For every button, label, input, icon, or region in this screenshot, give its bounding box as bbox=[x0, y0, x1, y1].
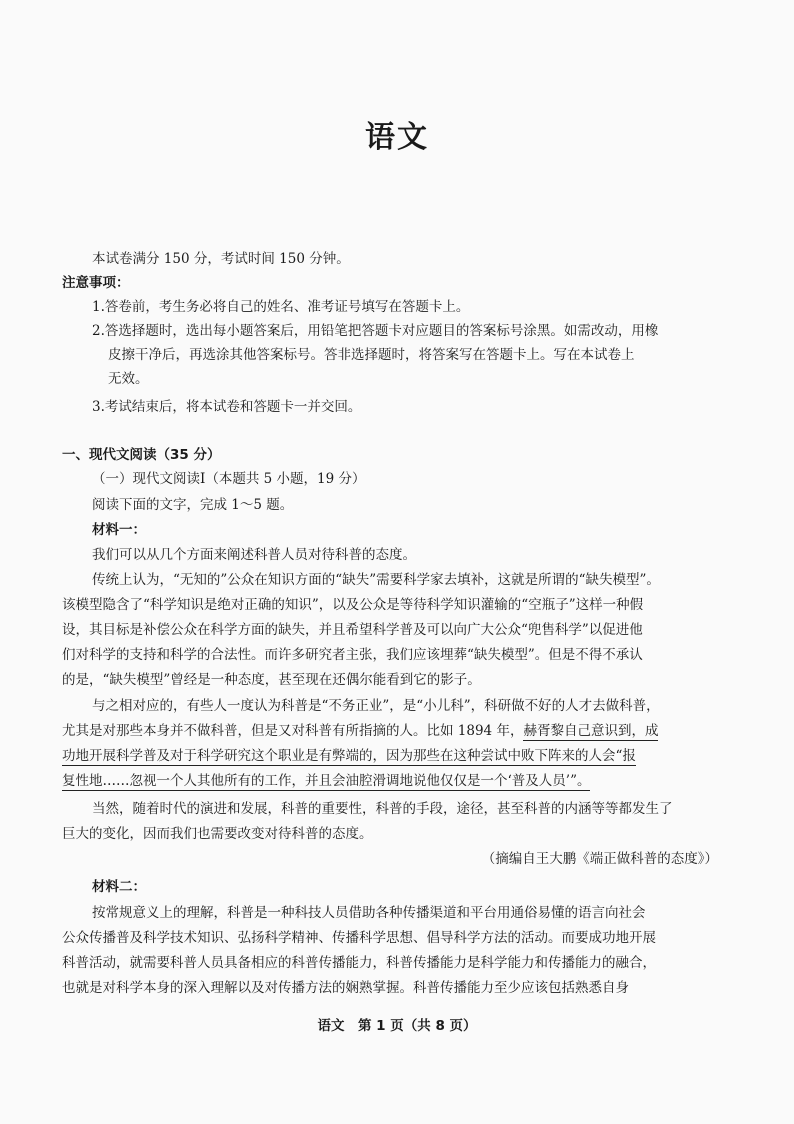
paragraph-line: 与之相对应的，有些人一度认为科普是“不务正业”，是“小儿科”，科研做不好的人才去做科普， bbox=[92, 698, 660, 714]
paragraph-line: 也就是对科学本身的深入理解以及对传播方法的娴熟掌握。科普传播能力至少应该包括熟悉自身 bbox=[62, 980, 629, 996]
page-title: 语文 bbox=[365, 120, 429, 155]
notice-item-2-line-1: 2.答选择题时，选出每小题答案后，用铅笔把答题卡对应题目的答案标号涂黑。如需改动，用橡 bbox=[92, 323, 659, 339]
notice-item-3: 3.考试结束后，将本试卷和答题卡一并交回。 bbox=[92, 399, 362, 415]
paragraph-text: 尤其是对那些本身并不做科普，但是又对科普有所指摘的人。比如 1894 年， bbox=[62, 723, 524, 739]
paragraph-line: 设，其目标是补偿公众在科学方面的缺失，并且希望科学普及可以向广大公众“兜售科学”以促进他 bbox=[62, 622, 643, 638]
paragraph-line bbox=[62, 722, 658, 740]
paragraph-line: 我们可以从几个方面来阐述科普人员对待科普的态度。 bbox=[92, 547, 416, 563]
notice-heading: 注意事项： bbox=[62, 275, 130, 291]
notice-item-1: 1.答卷前，考生务必将自己的姓名、准考证号填写在答题卡上。 bbox=[92, 299, 470, 315]
paragraph-line: 科普活动，就需要科普人员具备相应的科普传播能力，科普传播能力是科学能力和传播能力的融合， bbox=[62, 955, 656, 971]
paragraph-line: 按常规意义上的理解，科普是一种科技人员借助各种传播渠道和平台用通俗易懂的语言向社会 bbox=[92, 905, 646, 921]
notice-item-2-line-3: 无效。 bbox=[108, 371, 149, 387]
material-1-label: 材料一： bbox=[92, 522, 146, 538]
paragraph-line: 巨大的变化，因而我们也需要改变对待科普的态度。 bbox=[62, 826, 373, 842]
source-citation: （摘编自王大鹏《端正做科普的态度》） bbox=[481, 851, 718, 867]
paragraph-line: 公众传播普及科学技术知识、弘扬科学精神、传播科学思想、倡导科学方法的活动。而要成功地开展 bbox=[62, 930, 656, 946]
paragraph-line: 传统上认为，“无知的”公众在知识方面的“缺失”需要科学家去填补，这就是所谓的“缺失模型”。 bbox=[92, 572, 660, 588]
paragraph-line: 的是，“缺失模型”曾经是一种态度，甚至现在还偶尔能看到它的影子。 bbox=[62, 672, 481, 688]
paragraph-line: 该模型隐含了“科学知识是绝对正确的知识”，以及公众是等待科学知识灌输的“空瓶子”这样一种假 bbox=[62, 597, 644, 613]
material-2-label: 材料二： bbox=[92, 879, 146, 895]
paragraph-line: 当然，随着时代的演进和发展，科普的重要性，科普的手段，途径，甚至科普的内涵等等都发生了 bbox=[92, 801, 673, 817]
subsection-heading: （一）现代文阅读Ⅰ（本题共 5 小题，19 分） bbox=[92, 471, 366, 487]
notice-item-2-line-2: 皮擦干净后，再选涂其他答案标号。答非选择题时，将答案写在答题卡上。写在本试卷上 bbox=[108, 347, 635, 363]
page-footer: 语文 第 1 页（共 8 页） bbox=[317, 1018, 477, 1034]
underlined-text: 功地开展科学普及对于科学研究这个职业是有弊端的，因为那些在这种尝试中败下阵来的人会“报 bbox=[62, 748, 636, 764]
paragraph-line bbox=[62, 772, 590, 790]
reading-instruction: 阅读下面的文字，完成 1～5 题。 bbox=[92, 497, 294, 513]
paragraph-line: 们对科学的支持和科学的合法性。而许多研究者主张，我们应该埋葬“缺失模型”。但是不得不承认 bbox=[62, 647, 643, 663]
exam-intro: 本试卷满分 150 分，考试时间 150 分钟。 bbox=[92, 251, 350, 267]
underlined-text: 赫胥黎自己意识到，成 bbox=[523, 723, 659, 739]
section-heading: 一、现代文阅读（35 分） bbox=[62, 447, 221, 463]
paragraph-line bbox=[62, 747, 636, 765]
underlined-text: 复性地……忽视一个人其他所有的工作，并且会油腔滑调地说他仅仅是一个‘普及人员’”。 bbox=[62, 773, 591, 789]
